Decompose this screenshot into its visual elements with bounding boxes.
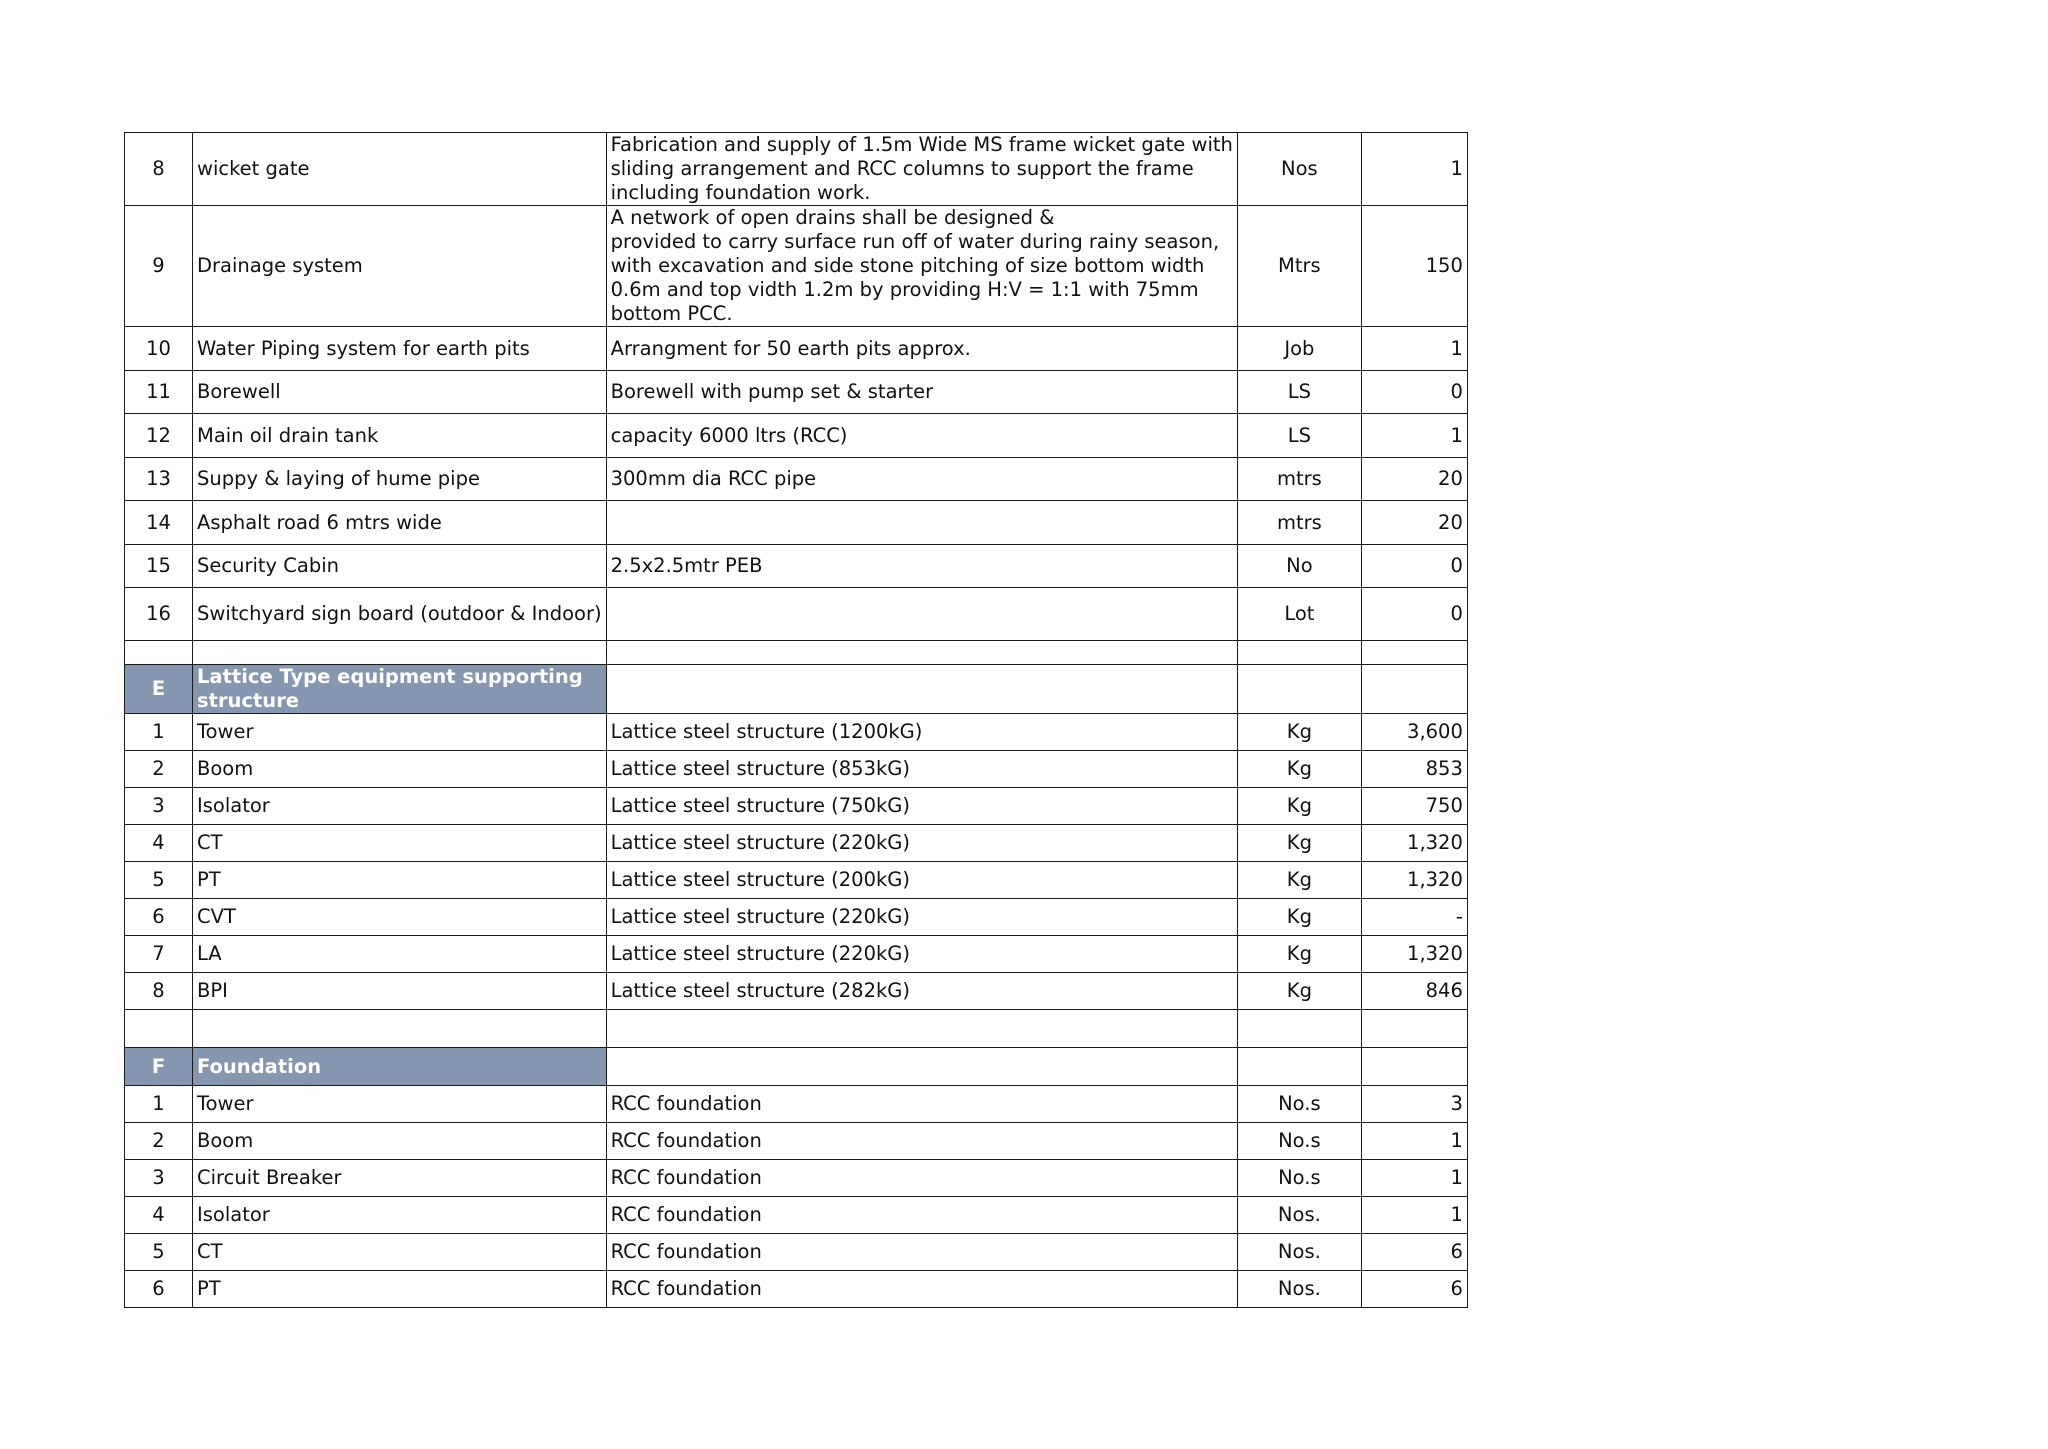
unit: Nos. — [1237, 1271, 1361, 1308]
empty-cell — [1361, 1048, 1467, 1086]
specification-line: 0.6m and top vidth 1.2m by providing H:V = 1:1 with 75mm — [610, 278, 1199, 301]
blank-row — [125, 641, 1468, 665]
blank-row — [125, 1010, 1468, 1048]
bill-of-quantities-table — [124, 132, 1468, 1308]
item-name: Drainage system — [193, 206, 607, 327]
table-row — [125, 501, 1468, 545]
quantity: 1,320 — [1361, 936, 1467, 973]
quantity: 1 — [1361, 1160, 1467, 1197]
item-name: Boom — [193, 1123, 607, 1160]
empty-cell — [606, 1010, 1237, 1048]
specification-line: sliding arrangement and RCC columns to support the frame — [610, 157, 1194, 180]
table-row — [125, 545, 1468, 588]
table-row — [125, 133, 1468, 206]
unit: LS — [1237, 371, 1361, 414]
unit: No.s — [1237, 1123, 1361, 1160]
specification-line: A network of open drains shall be designed & — [610, 206, 1055, 229]
table-row — [125, 371, 1468, 414]
row-number: 3 — [125, 1160, 193, 1197]
table-row — [125, 1234, 1468, 1271]
item-name: wicket gate — [193, 133, 607, 206]
table-row — [125, 862, 1468, 899]
item-name: PT — [193, 862, 607, 899]
empty-cell — [1237, 1010, 1361, 1048]
unit: No — [1237, 545, 1361, 588]
item-specification: RCC foundation — [606, 1197, 1237, 1234]
quantity: 0 — [1361, 545, 1467, 588]
quantity: - — [1361, 899, 1467, 936]
item-specification: Lattice steel structure (282kG) — [606, 973, 1237, 1010]
section-code: E — [125, 665, 193, 714]
empty-cell — [1361, 641, 1467, 665]
section-code: F — [125, 1048, 193, 1086]
row-number: 4 — [125, 825, 193, 862]
row-number: 4 — [125, 1197, 193, 1234]
empty-cell — [193, 641, 607, 665]
section-title: Lattice Type equipment supporting structure — [193, 665, 607, 714]
row-number: 14 — [125, 501, 193, 545]
unit: Kg — [1237, 825, 1361, 862]
row-number: 16 — [125, 588, 193, 641]
row-number: 3 — [125, 788, 193, 825]
quantity: 1,320 — [1361, 825, 1467, 862]
item-specification — [606, 588, 1237, 641]
unit: Kg — [1237, 899, 1361, 936]
unit: Nos. — [1237, 1234, 1361, 1271]
table-row — [125, 588, 1468, 641]
quantity: 3,600 — [1361, 714, 1467, 751]
item-specification: RCC foundation — [606, 1123, 1237, 1160]
row-number: 7 — [125, 936, 193, 973]
table-row — [125, 1197, 1468, 1234]
table-row — [125, 1123, 1468, 1160]
table-row — [125, 327, 1468, 371]
specification-line: Fabrication and supply of 1.5m Wide MS frame wicket gate with — [610, 133, 1233, 156]
quantity: 0 — [1361, 371, 1467, 414]
item-name: LA — [193, 936, 607, 973]
unit: LS — [1237, 414, 1361, 458]
table-row — [125, 414, 1468, 458]
quantity: 0 — [1361, 588, 1467, 641]
quantity: 6 — [1361, 1271, 1467, 1308]
row-number: 8 — [125, 973, 193, 1010]
row-number: 1 — [125, 1086, 193, 1123]
quantity: 1 — [1361, 1197, 1467, 1234]
table-row — [125, 206, 1468, 327]
item-specification: Lattice steel structure (220kG) — [606, 899, 1237, 936]
row-number: 12 — [125, 414, 193, 458]
unit: mtrs — [1237, 501, 1361, 545]
table-row — [125, 1086, 1468, 1123]
unit: Kg — [1237, 936, 1361, 973]
row-number: 11 — [125, 371, 193, 414]
empty-cell — [125, 641, 193, 665]
item-name: Switchyard sign board (outdoor & Indoor) — [193, 588, 607, 641]
item-name: Water Piping system for earth pits — [193, 327, 607, 371]
empty-cell — [1361, 665, 1467, 714]
item-specification: Lattice steel structure (1200kG) — [606, 714, 1237, 751]
row-number: 2 — [125, 1123, 193, 1160]
quantity: 1 — [1361, 327, 1467, 371]
item-name: BPI — [193, 973, 607, 1010]
empty-cell — [1237, 641, 1361, 665]
quantity: 750 — [1361, 788, 1467, 825]
item-specification — [606, 501, 1237, 545]
item-specification: RCC foundation — [606, 1234, 1237, 1271]
item-name: CVT — [193, 899, 607, 936]
item-specification: Lattice steel structure (200kG) — [606, 862, 1237, 899]
specification-line: bottom PCC. — [610, 302, 733, 325]
item-name: Isolator — [193, 1197, 607, 1234]
specification-line: including foundation work. — [610, 181, 871, 204]
row-number: 13 — [125, 458, 193, 501]
section-header-row — [125, 665, 1468, 714]
empty-cell — [1237, 1048, 1361, 1086]
item-specification: Lattice steel structure (750kG) — [606, 788, 1237, 825]
item-specification: 300mm dia RCC pipe — [606, 458, 1237, 501]
empty-cell — [606, 665, 1237, 714]
unit: Lot — [1237, 588, 1361, 641]
item-specification: Borewell with pump set & starter — [606, 371, 1237, 414]
unit: No.s — [1237, 1160, 1361, 1197]
item-specification: Lattice steel structure (220kG) — [606, 936, 1237, 973]
item-name: Borewell — [193, 371, 607, 414]
empty-cell — [1361, 1010, 1467, 1048]
quantity: 1 — [1361, 1123, 1467, 1160]
unit: No.s — [1237, 1086, 1361, 1123]
table-row — [125, 714, 1468, 751]
unit: Kg — [1237, 862, 1361, 899]
row-number: 2 — [125, 751, 193, 788]
table-row — [125, 1160, 1468, 1197]
item-specification — [606, 133, 1237, 206]
row-number: 5 — [125, 862, 193, 899]
unit: Kg — [1237, 973, 1361, 1010]
empty-cell — [606, 1048, 1237, 1086]
unit: Nos — [1237, 133, 1361, 206]
empty-cell — [606, 641, 1237, 665]
table-row — [125, 825, 1468, 862]
item-name: CT — [193, 825, 607, 862]
unit: Kg — [1237, 714, 1361, 751]
item-specification: RCC foundation — [606, 1271, 1237, 1308]
row-number: 10 — [125, 327, 193, 371]
item-specification: Arrangment for 50 earth pits approx. — [606, 327, 1237, 371]
item-specification: capacity 6000 ltrs (RCC) — [606, 414, 1237, 458]
table-row — [125, 1271, 1468, 1308]
table-row — [125, 458, 1468, 501]
item-name: Tower — [193, 1086, 607, 1123]
quantity: 20 — [1361, 458, 1467, 501]
table-row — [125, 788, 1468, 825]
table-row — [125, 751, 1468, 788]
item-specification: Lattice steel structure (853kG) — [606, 751, 1237, 788]
unit: Job — [1237, 327, 1361, 371]
row-number: 9 — [125, 206, 193, 327]
quantity: 1 — [1361, 414, 1467, 458]
row-number: 6 — [125, 1271, 193, 1308]
quantity: 150 — [1361, 206, 1467, 327]
empty-cell — [1237, 665, 1361, 714]
item-name: Suppy & laying of hume pipe — [193, 458, 607, 501]
empty-cell — [125, 1010, 193, 1048]
row-number: 15 — [125, 545, 193, 588]
quantity: 6 — [1361, 1234, 1467, 1271]
unit: Nos. — [1237, 1197, 1361, 1234]
item-name: Security Cabin — [193, 545, 607, 588]
quantity: 1,320 — [1361, 862, 1467, 899]
item-name: Boom — [193, 751, 607, 788]
item-specification: RCC foundation — [606, 1160, 1237, 1197]
unit: Kg — [1237, 751, 1361, 788]
item-name: Tower — [193, 714, 607, 751]
unit: Kg — [1237, 788, 1361, 825]
item-specification — [606, 206, 1237, 327]
quantity: 20 — [1361, 501, 1467, 545]
table-row — [125, 936, 1468, 973]
item-name: Isolator — [193, 788, 607, 825]
row-number: 8 — [125, 133, 193, 206]
table-row — [125, 899, 1468, 936]
quantity: 853 — [1361, 751, 1467, 788]
item-specification: Lattice steel structure (220kG) — [606, 825, 1237, 862]
quantity: 1 — [1361, 133, 1467, 206]
row-number: 5 — [125, 1234, 193, 1271]
section-header-row — [125, 1048, 1468, 1086]
item-name: CT — [193, 1234, 607, 1271]
row-number: 1 — [125, 714, 193, 751]
specification-line: provided to carry surface run off of water during rainy season, — [610, 230, 1220, 253]
item-specification: RCC foundation — [606, 1086, 1237, 1123]
specification-line: with excavation and side stone pitching of size bottom width — [610, 254, 1205, 277]
quantity: 846 — [1361, 973, 1467, 1010]
table-row — [125, 973, 1468, 1010]
unit: Mtrs — [1237, 206, 1361, 327]
row-number: 6 — [125, 899, 193, 936]
item-name: Circuit Breaker — [193, 1160, 607, 1197]
empty-cell — [193, 1010, 607, 1048]
item-name: Asphalt road 6 mtrs wide — [193, 501, 607, 545]
quantity: 3 — [1361, 1086, 1467, 1123]
section-title: Foundation — [193, 1048, 607, 1086]
item-specification: 2.5x2.5mtr PEB — [606, 545, 1237, 588]
unit: mtrs — [1237, 458, 1361, 501]
item-name: Main oil drain tank — [193, 414, 607, 458]
item-name: PT — [193, 1271, 607, 1308]
